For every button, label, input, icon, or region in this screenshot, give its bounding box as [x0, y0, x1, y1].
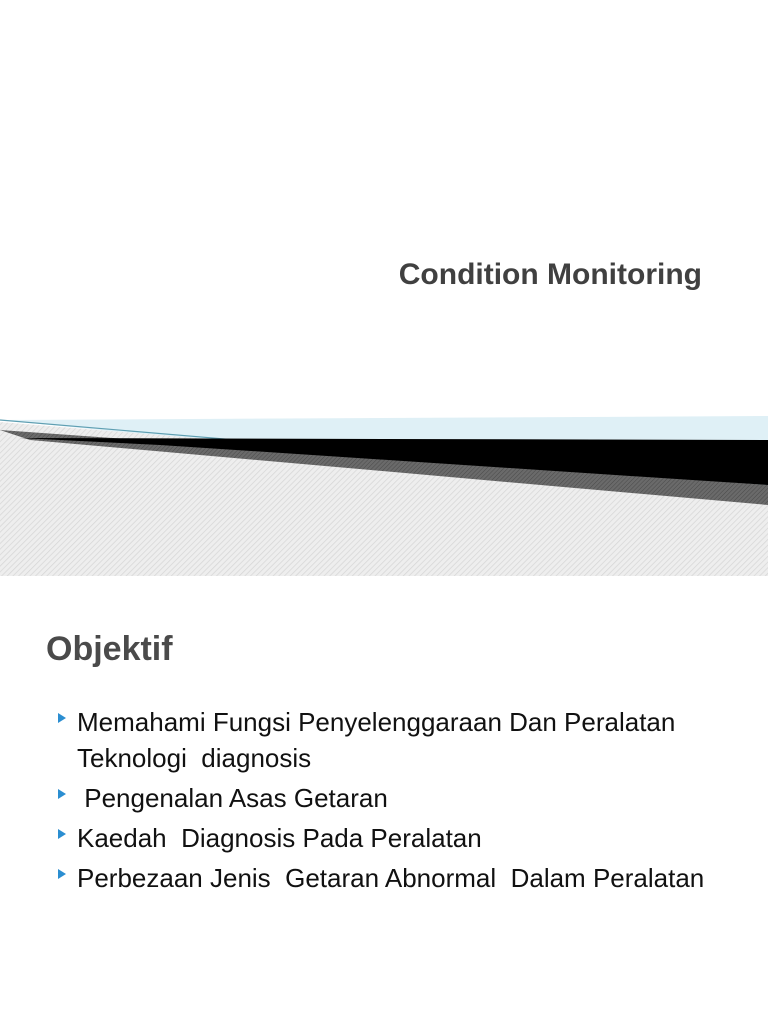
triangle-right-icon — [58, 789, 66, 799]
objectives-list — [46, 704, 736, 900]
slide-title: Condition Monitoring — [398, 258, 702, 291]
list-item-text: Memahami Fungsi Penyelenggaraan Dan Peralatan Teknologi diagnosis — [77, 707, 683, 773]
objectives-slide — [0, 576, 768, 1024]
list-item — [46, 780, 736, 816]
list-item-text: Kaedah Diagnosis Pada Peralatan — [77, 823, 482, 853]
list-item — [46, 860, 736, 896]
slide-heading: Objektif — [46, 630, 173, 668]
triangle-right-icon — [58, 713, 66, 723]
triangle-right-icon — [58, 869, 66, 879]
list-item — [46, 820, 736, 856]
list-item-text: Pengenalan Asas Getaran — [77, 783, 388, 813]
list-item-text: Perbezaan Jenis Getaran Abnormal Dalam Peralatan — [77, 863, 705, 893]
list-item — [46, 704, 736, 776]
triangle-right-icon — [58, 829, 66, 839]
